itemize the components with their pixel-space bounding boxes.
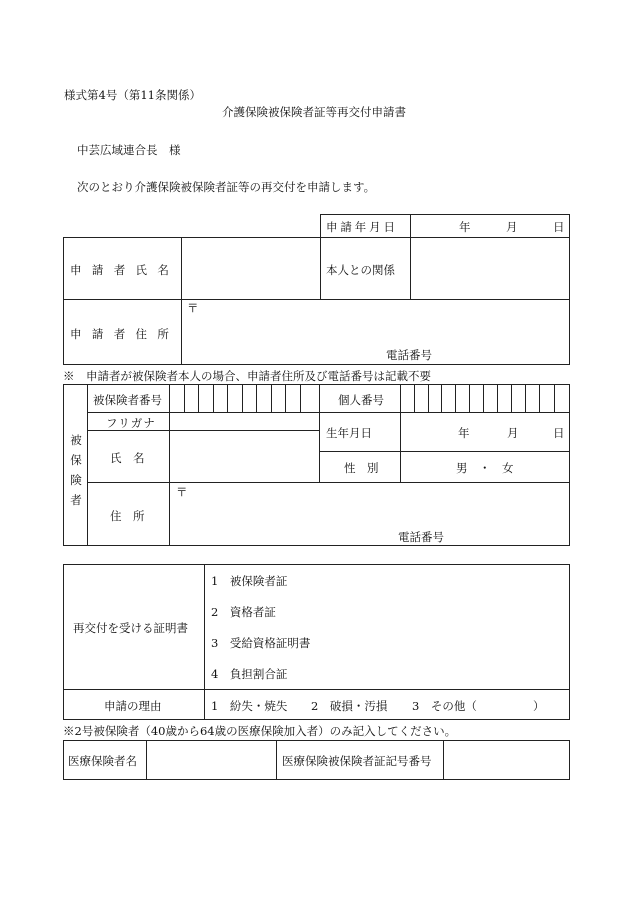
side-char-2: 保 bbox=[70, 453, 82, 467]
reason-3[interactable]: 3 その他（ bbox=[412, 699, 477, 713]
reason-2[interactable]: 2 破損・汚損 bbox=[311, 699, 388, 713]
reissue-item-1[interactable]: 1 被保険者証 bbox=[211, 574, 288, 588]
insured-number-label: 被保険者番号 bbox=[93, 393, 162, 407]
sex-options[interactable]: 男 ・ 女 bbox=[456, 461, 514, 475]
birth-day: 日 bbox=[553, 426, 565, 440]
insured-address-label: 住 所 bbox=[110, 509, 145, 523]
date-label: 申請年月日 bbox=[326, 220, 398, 234]
reissue-item-4[interactable]: 4 負担割合証 bbox=[211, 667, 288, 681]
relation-field[interactable] bbox=[412, 241, 568, 296]
medical-number-label: 医療保険被保険者証記号番号 bbox=[282, 754, 432, 768]
furigana-field[interactable] bbox=[171, 414, 317, 429]
form-number: 様式第4号（第11条関係） bbox=[64, 88, 201, 102]
date-month: 月 bbox=[506, 220, 518, 234]
applicant-postal-mark: 〒 bbox=[187, 301, 199, 315]
birth-year: 年 bbox=[458, 426, 470, 440]
applicant-address-field[interactable] bbox=[200, 302, 566, 342]
insured-address-field[interactable] bbox=[190, 486, 566, 526]
reason-label: 申請の理由 bbox=[104, 699, 162, 713]
insured-name-label: 氏 名 bbox=[110, 451, 145, 465]
reason-3-close: ） bbox=[533, 699, 545, 713]
insured-name-field[interactable] bbox=[171, 433, 317, 480]
birth-month: 月 bbox=[507, 426, 519, 440]
medical-insurer-field[interactable] bbox=[148, 742, 274, 778]
note-2go: ※2号被保険者（40歳から64歳の医療保険加入者）のみ記入してください。 bbox=[63, 724, 457, 738]
side-char-1: 被 bbox=[70, 433, 82, 447]
sex-label: 性 別 bbox=[344, 461, 379, 475]
date-day: 日 bbox=[553, 220, 565, 234]
relation-label: 本人との関係 bbox=[326, 263, 395, 277]
reissue-item-2[interactable]: 2 資格者証 bbox=[211, 605, 276, 619]
insured-postal-mark: 〒 bbox=[176, 485, 188, 499]
intro-text: 次のとおり介護保険被保険者証等の再交付を申請します。 bbox=[77, 180, 376, 194]
reissue-item-3[interactable]: 3 受給資格証明書 bbox=[211, 636, 311, 650]
reason-1[interactable]: 1 紛失・焼失 bbox=[211, 699, 288, 713]
applicant-name-field[interactable] bbox=[184, 241, 318, 296]
note-applicant: ※ 申請者が被保険者本人の場合、申請者住所及び電話番号は記載不要 bbox=[63, 369, 431, 383]
date-year: 年 bbox=[459, 220, 471, 234]
medical-number-field[interactable] bbox=[445, 742, 568, 778]
birth-label: 生年月日 bbox=[326, 426, 372, 440]
side-char-4: 者 bbox=[70, 493, 82, 507]
reissue-label: 再交付を受ける証明書 bbox=[73, 621, 188, 635]
furigana-label: フリガナ bbox=[106, 416, 157, 430]
side-char-3: 険 bbox=[70, 473, 82, 487]
insured-side-label bbox=[68, 430, 84, 510]
applicant-phone-label: 電話番号 bbox=[386, 348, 432, 362]
addressee: 中芸広域連合長 様 bbox=[77, 143, 181, 157]
applicant-name-label: 申請者氏名 bbox=[70, 263, 180, 277]
applicant-address-label: 申請者住所 bbox=[70, 327, 180, 341]
my-number-label: 個人番号 bbox=[338, 393, 384, 407]
medical-insurer-label: 医療保険者名 bbox=[68, 754, 137, 768]
reissue-table bbox=[63, 564, 570, 720]
form-title: 介護保険被保険者証等再交付申請書 bbox=[222, 105, 406, 119]
insured-phone-label: 電話番号 bbox=[398, 530, 444, 544]
